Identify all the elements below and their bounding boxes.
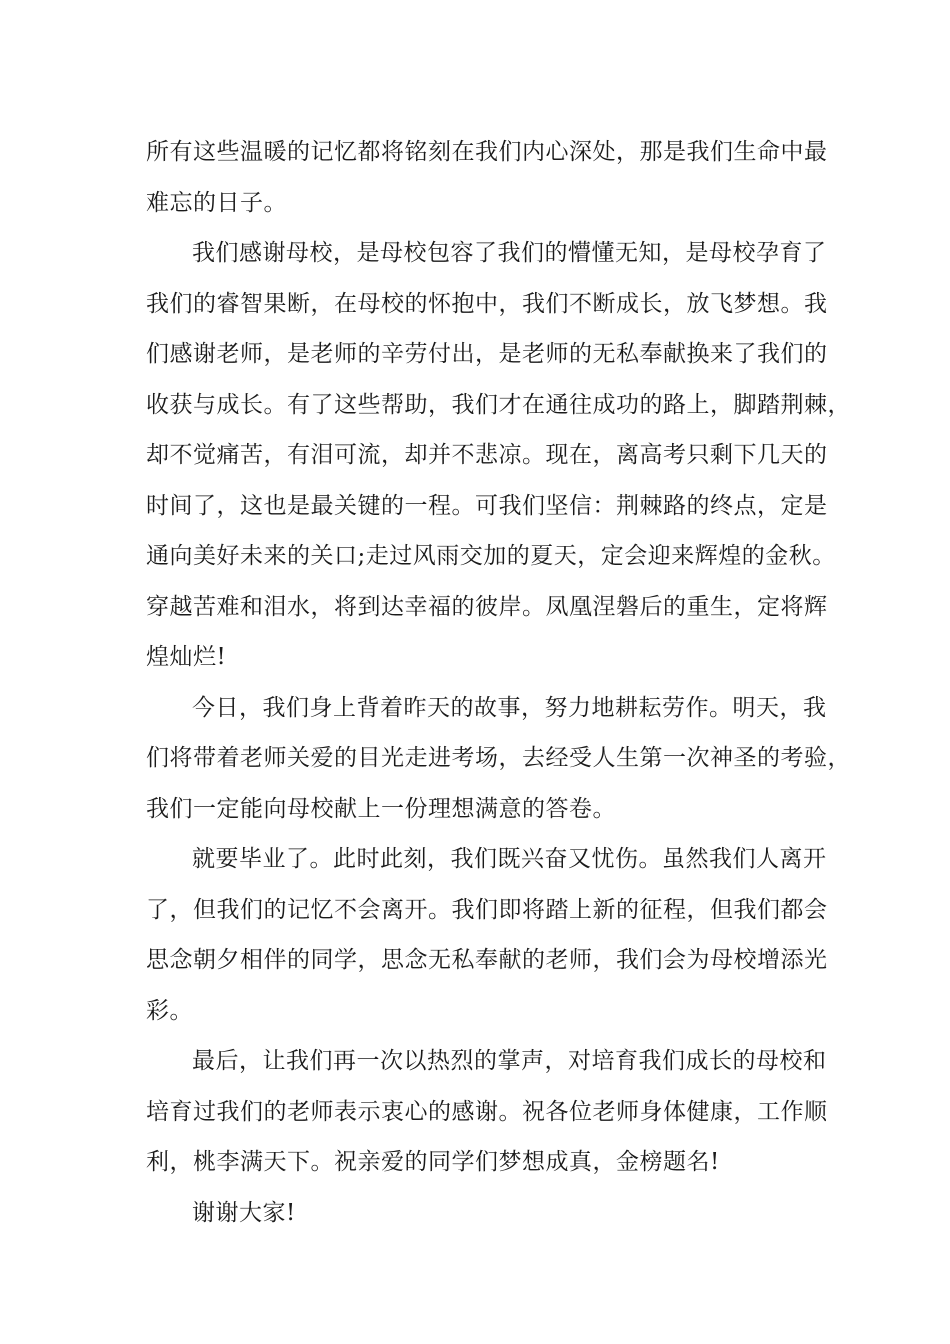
text-line: 思念朝夕相伴的同学，思念无私奉献的老师，我们会为母校增添光 xyxy=(146,947,828,973)
text-line: 我们感谢母校，是母校包容了我们的懵懂无知，是母校孕育了 xyxy=(192,240,827,266)
text-line: 利，桃李满天下。祝亲爱的同学们梦想成真，金榜题名! xyxy=(146,1149,720,1175)
text-line: 穿越苦难和泪水，将到达幸福的彼岸。凤凰涅磐后的重生，定将辉 xyxy=(146,593,828,620)
text-line: 了，但我们的记忆不会离开。我们即将踏上新的征程，但我们都会 xyxy=(146,896,828,923)
text-line: 谢谢大家! xyxy=(192,1199,296,1226)
text-line: 最后，让我们再一次以热烈的掌声，对培育我们成长的母校和 xyxy=(192,1048,827,1074)
text-line: 煌灿烂! xyxy=(146,644,227,670)
text-line: 们感谢老师，是老师的辛劳付出，是老师的无私奉献换来了我们的 xyxy=(146,341,828,367)
text-line: 我们的睿智果断，在母校的怀抱中，我们不断成长，放飞梦想。我 xyxy=(146,290,828,317)
text-line: 彩。 xyxy=(146,997,193,1024)
text-line: 通向美好未来的关口;走过风雨交加的夏天，定会迎来辉煌的金秋。 xyxy=(146,543,836,569)
text-line: 我们一定能向母校献上一份理想满意的答卷。 xyxy=(146,795,616,822)
text-line: 就要毕业了。此时此刻，我们既兴奋又忧伤。虽然我们人离开 xyxy=(192,846,827,872)
text-line: 时间了，这也是最关键的一程。可我们坚信：荆棘路的终点，定是 xyxy=(146,492,828,519)
text-line: 今日，我们身上背着昨天的故事，努力地耕耘劳作。明天，我 xyxy=(192,694,827,721)
text-line: 难忘的日子。 xyxy=(146,189,287,216)
text-line: 们将带着老师关爱的目光走进考场，去经受人生第一次神圣的考验， xyxy=(146,745,851,771)
document-body xyxy=(146,127,851,1238)
text-line: 收获与成长。有了这些帮助，我们才在通往成功的路上，脚踏荆棘， xyxy=(146,391,851,418)
text-line: 所有这些温暖的记忆都将铭刻在我们内心深处，那是我们生命中最 xyxy=(146,139,828,165)
text-line: 培育过我们的老师表示衷心的感谢。祝各位老师身体健康，工作顺 xyxy=(146,1098,828,1125)
text-line: 却不觉痛苦，有泪可流，却并不悲凉。现在，离高考只剩下几天的 xyxy=(146,442,828,468)
